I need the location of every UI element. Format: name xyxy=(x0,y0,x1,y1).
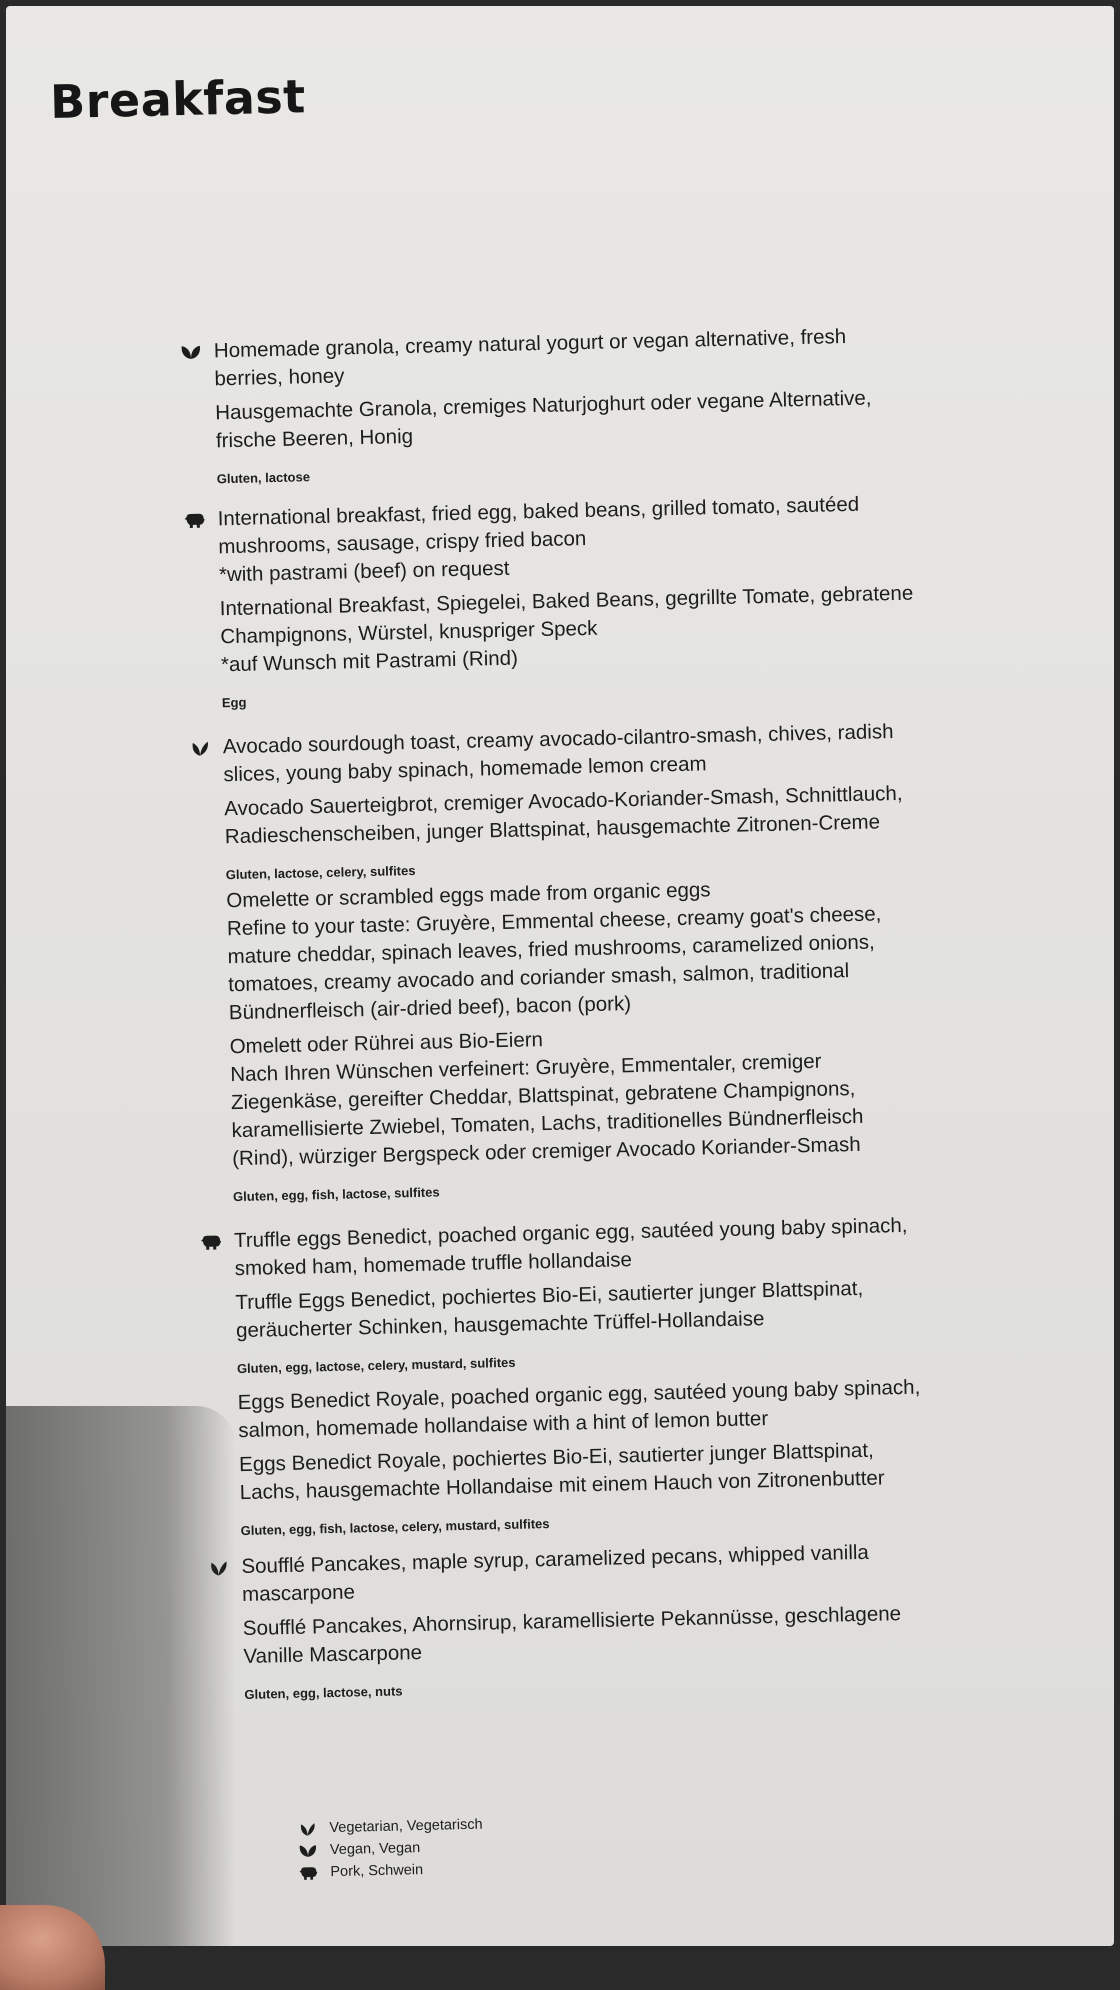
allergen-list: Gluten, egg, lactose, nuts xyxy=(244,1683,403,1703)
allergen-list: Gluten, lactose, celery, sulfites xyxy=(225,862,416,883)
double-leaf-icon xyxy=(180,343,202,361)
legend-label: Vegetarian, Vegetarisch xyxy=(329,1816,483,1837)
dish-name-en: Homemade granola, creamy natural yogurt or vegan alternative, fresh berries, honey xyxy=(213,325,847,391)
menu-item-international-breakfast xyxy=(217,488,1001,711)
menu-item-avocado-toast xyxy=(223,716,1006,883)
symbol-legend xyxy=(297,1814,484,1884)
dish-name-en: Omelette or scrambled eggs made from organic eggs Refine to your taste: Gruyère, Emmental cheese, creamy goat's cheese, mature cheddar, spinach leaves, fried mushrooms, caramelized onions, tomatoes, creamy avocado and coriander smash, salmon, traditional Bündnerfleisch (air-dried beef), bacon (pork) xyxy=(226,878,882,1025)
allergen-list: Gluten, egg, lactose, celery, mustard, sulfites xyxy=(236,1354,516,1377)
leaf-sprout-icon xyxy=(189,739,211,757)
leaf-sprout-icon xyxy=(297,1820,317,1836)
menu-item-eggs-benedict-royale xyxy=(237,1371,1020,1538)
menu-page xyxy=(6,6,1114,1946)
dish-name-en: Avocado sourdough toast, creamy avocado-cilantro-smash, chives, radish slices, young baby spinach, homemade lemon cream xyxy=(222,720,894,787)
menu-item-granola xyxy=(214,320,997,487)
dish-name-de: Hausgemachte Granola, cremiges Naturjoghurt oder vegane Alternative, frische Beeren, Honig xyxy=(215,386,872,453)
double-leaf-icon xyxy=(298,1842,318,1858)
menu-item-omelette xyxy=(226,870,1013,1205)
photo-shadow xyxy=(6,1406,236,1946)
menu-item-souffle-pancakes xyxy=(241,1535,1024,1702)
dish-name-en: Soufflé Pancakes, maple syrup, caramelized pecans, whipped vanilla mascarpone xyxy=(241,1540,870,1607)
dish-name-de: Soufflé Pancakes, Ahornsirup, karamellisierte Pekannüsse, geschlagene Vanille Mascarpone xyxy=(242,1602,902,1669)
dish-name-de: Eggs Benedict Royale, pochiertes Bio-Ei, sautierter junger Blattspinat, Lachs, hausgemachte Hollandaise mit einem Hauch von Zitronenbutter xyxy=(238,1438,885,1505)
legend-label: Vegan, Vegan xyxy=(329,1840,421,1859)
allergen-list: Gluten, lactose xyxy=(216,469,311,487)
dish-name-de: Truffle Eggs Benedict, pochiertes Bio-Ei, sautierter junger Blattspinat, geräucherter Schinken, hausgemachte Trüffel-Hollandaise xyxy=(235,1276,864,1343)
dish-name-en: Truffle eggs Benedict, poached organic egg, sautéed young baby spinach, smoked ham, homemade truffle hollandaise xyxy=(233,1213,908,1281)
page-title: Breakfast xyxy=(49,69,307,130)
dish-name-en: International breakfast, fried egg, baked beans, grilled tomato, sautéed mushrooms, sausage, crispy fried bacon *with pastrami (beef) on request xyxy=(217,492,860,587)
pig-icon xyxy=(184,511,206,529)
dish-name-de: International Breakfast, Spiegelei, Baked Beans, gegrillte Tomate, gebratene Champignons, Würstel, knuspriger Speck *auf Wunsch mit Pastrami (Rind) xyxy=(219,581,914,677)
dish-name-de: Avocado Sauerteigbrot, cremiger Avocado-Koriander-Smash, Schnittlauch, Radieschenscheiben, junger Blattspinat, hausgemachte Zitronen-Creme xyxy=(224,781,903,849)
dish-name-en: Eggs Benedict Royale, poached organic egg, sautéed young baby spinach, salmon, homemade hollandaise with a hint of lemon butter xyxy=(237,1375,921,1443)
legend-label: Pork, Schwein xyxy=(330,1862,424,1881)
pig-icon xyxy=(298,1864,318,1880)
pig-icon xyxy=(200,1232,222,1250)
menu-item-truffle-eggs-benedict xyxy=(234,1209,1017,1376)
legend-item-pork xyxy=(298,1858,484,1884)
allergen-list: Gluten, egg, fish, lactose, sulfites xyxy=(232,1184,440,1205)
dish-name-de: Omelett oder Rührei aus Bio-Eiern Nach Ihren Wünschen verfeinert: Gruyère, Emmentaler, cremiger Ziegenkäse, gereifter Cheddar, Blattspinat, gebratene Champignons, karamellisierte Zwiebel, Tomaten, Lachs, traditionelles Bündnerfleisch (Rind), würziger Bergspeck oder cremiger Avocado Koriander-Smash xyxy=(229,1028,864,1171)
allergen-list: Egg xyxy=(221,694,247,711)
allergen-list: Gluten, egg, fish, lactose, celery, mustard, sulfites xyxy=(240,1516,550,1539)
